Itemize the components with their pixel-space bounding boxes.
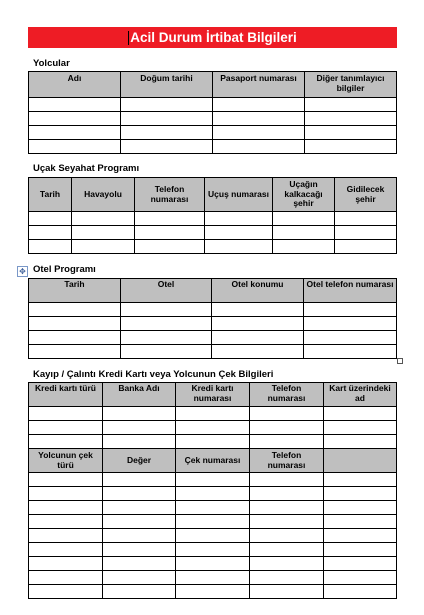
table-cell[interactable]	[121, 140, 213, 154]
table-cell[interactable]	[273, 226, 335, 240]
column-header: Adı	[29, 72, 121, 98]
table-row[interactable]	[29, 421, 397, 435]
table-header-row	[29, 72, 397, 98]
column-header	[324, 449, 397, 473]
table-cell[interactable]	[324, 501, 397, 515]
passengers-heading: Yolcular	[33, 58, 70, 69]
table-row[interactable]	[29, 240, 397, 254]
table-cell[interactable]	[121, 303, 212, 317]
table-cell[interactable]	[212, 317, 304, 331]
table-cell[interactable]	[121, 112, 213, 126]
table-cell[interactable]	[305, 98, 397, 112]
table-cell[interactable]	[103, 487, 176, 501]
table-cell[interactable]	[305, 126, 397, 140]
table-cell[interactable]	[103, 473, 176, 487]
table-cell[interactable]	[103, 529, 176, 543]
table-cell[interactable]	[335, 212, 397, 226]
table-cell[interactable]	[213, 126, 305, 140]
table-row[interactable]	[29, 557, 397, 571]
table-row[interactable]	[29, 317, 397, 331]
table-cell[interactable]	[103, 435, 176, 449]
table-cell[interactable]	[304, 303, 397, 317]
table-row[interactable]	[29, 126, 397, 140]
table-cell[interactable]	[324, 487, 397, 501]
flight-heading: Uçak Seyahat Programı	[33, 163, 140, 174]
table-cell[interactable]	[29, 501, 103, 515]
table-cell[interactable]	[176, 571, 250, 585]
column-header: Otel konumu	[212, 279, 304, 303]
column-header: Çek numarası	[176, 449, 250, 473]
table-cell[interactable]	[176, 557, 250, 571]
table-cell[interactable]	[176, 421, 250, 435]
table-row[interactable]	[29, 212, 397, 226]
table-cell[interactable]	[72, 212, 135, 226]
table-cell[interactable]	[176, 529, 250, 543]
table-cell[interactable]	[121, 331, 212, 345]
table-row[interactable]	[29, 435, 397, 449]
table-cell[interactable]	[213, 98, 305, 112]
table-cell[interactable]	[212, 303, 304, 317]
table-cell[interactable]	[324, 543, 397, 557]
table-cell[interactable]	[304, 331, 397, 345]
table-cell[interactable]	[305, 112, 397, 126]
column-header: Tarih	[29, 178, 72, 212]
table-cell[interactable]	[29, 435, 103, 449]
table-cell[interactable]	[324, 585, 397, 599]
table-cell[interactable]	[103, 501, 176, 515]
table-cell[interactable]	[213, 140, 305, 154]
table-move-handle-icon[interactable]: ✥	[17, 266, 28, 277]
table-header-row	[29, 383, 397, 407]
table-cell[interactable]	[29, 529, 103, 543]
hotel-table	[28, 278, 397, 359]
table-cell[interactable]	[29, 571, 103, 585]
table-cell[interactable]	[304, 345, 397, 359]
table-cell[interactable]	[250, 435, 324, 449]
table-row[interactable]	[29, 331, 397, 345]
table-header-row	[29, 279, 397, 303]
column-header: Kart üzerindeki ad	[324, 383, 397, 407]
table-row[interactable]	[29, 112, 397, 126]
column-header: Pasaport numarası	[213, 72, 305, 98]
table-cell[interactable]	[250, 571, 324, 585]
table-cell[interactable]	[250, 407, 324, 421]
column-header: Telefon numarası	[135, 178, 205, 212]
table-cell[interactable]	[250, 473, 324, 487]
table-cell[interactable]	[103, 557, 176, 571]
table-cell[interactable]	[176, 585, 250, 599]
table-cell[interactable]	[29, 212, 72, 226]
table-cell[interactable]	[250, 557, 324, 571]
table-cell[interactable]	[135, 212, 205, 226]
table-cell[interactable]	[324, 421, 397, 435]
column-header: Tarih	[29, 279, 121, 303]
column-header: Telefon numarası	[250, 383, 324, 407]
table-resize-handle-icon[interactable]	[397, 358, 403, 364]
table-row[interactable]	[29, 571, 397, 585]
flight-table	[28, 177, 397, 254]
table-cell[interactable]	[29, 345, 121, 359]
table-cell[interactable]	[29, 303, 121, 317]
table-cell[interactable]	[29, 226, 72, 240]
table-cell[interactable]	[103, 515, 176, 529]
table-cell[interactable]	[250, 543, 324, 557]
table-cell[interactable]	[29, 473, 103, 487]
table-cell[interactable]	[72, 240, 135, 254]
table-cell[interactable]	[324, 435, 397, 449]
table-cell[interactable]	[176, 407, 250, 421]
table-row[interactable]	[29, 585, 397, 599]
table-cell[interactable]	[205, 226, 273, 240]
table-cell[interactable]	[213, 112, 305, 126]
table-cell[interactable]	[103, 407, 176, 421]
column-header: Değer	[103, 449, 176, 473]
table-cell[interactable]	[273, 212, 335, 226]
table-cell[interactable]	[29, 515, 103, 529]
column-header: Yolcunun çek türü	[29, 449, 103, 473]
table-cell[interactable]	[29, 317, 121, 331]
table-cell[interactable]	[305, 140, 397, 154]
cards-heading: Kayıp / Çalıntı Kredi Kartı veya Yolcunun Çek Bilgileri	[33, 369, 274, 380]
table-cell[interactable]	[335, 226, 397, 240]
table-cell[interactable]	[29, 112, 121, 126]
table-header-row	[29, 178, 397, 212]
table-row[interactable]	[29, 501, 397, 515]
text-cursor	[128, 31, 129, 45]
table-cell[interactable]	[135, 226, 205, 240]
column-header: Doğum tarihi	[121, 72, 213, 98]
table-row[interactable]	[29, 407, 397, 421]
table-cell[interactable]	[29, 407, 103, 421]
table-row[interactable]	[29, 529, 397, 543]
table-cell[interactable]	[29, 543, 103, 557]
table-cell[interactable]	[324, 571, 397, 585]
page-title	[28, 27, 397, 48]
column-header: Gidilecek şehir	[335, 178, 397, 212]
column-header: Uçuş numarası	[205, 178, 273, 212]
table-cell[interactable]	[324, 557, 397, 571]
table-row[interactable]	[29, 473, 397, 487]
column-header: Havayolu	[72, 178, 135, 212]
table-cell[interactable]	[29, 421, 103, 435]
table-cell[interactable]	[29, 98, 121, 112]
table-cell[interactable]	[121, 345, 212, 359]
cards-table	[28, 382, 397, 599]
table-row[interactable]	[29, 543, 397, 557]
table-cell[interactable]	[103, 585, 176, 599]
table-cell[interactable]	[250, 585, 324, 599]
table-cell[interactable]	[29, 126, 121, 140]
hotel-heading: Otel Programı	[33, 264, 96, 275]
table-cell[interactable]	[72, 226, 135, 240]
column-header: Otel telefon numarası	[304, 279, 397, 303]
table-cell[interactable]	[29, 331, 121, 345]
table-row[interactable]	[29, 303, 397, 317]
table-cell[interactable]	[121, 126, 213, 140]
table-cell[interactable]	[304, 317, 397, 331]
table-cell[interactable]	[135, 240, 205, 254]
table-cell[interactable]	[324, 529, 397, 543]
table-row[interactable]	[29, 345, 397, 359]
table-row[interactable]	[29, 515, 397, 529]
table-cell[interactable]	[121, 98, 213, 112]
table-cell[interactable]	[176, 435, 250, 449]
table-cell[interactable]	[250, 421, 324, 435]
table-cell[interactable]	[121, 317, 212, 331]
table-cell[interactable]	[103, 571, 176, 585]
table-cell[interactable]	[250, 501, 324, 515]
table-cell[interactable]	[212, 331, 304, 345]
table-cell[interactable]	[205, 240, 273, 254]
table-cell[interactable]	[250, 515, 324, 529]
table-cell[interactable]	[29, 585, 103, 599]
column-header: Otel	[121, 279, 212, 303]
table-row[interactable]	[29, 140, 397, 154]
table-cell[interactable]	[29, 487, 103, 501]
table-header-row	[29, 449, 397, 473]
table-cell[interactable]	[103, 421, 176, 435]
table-cell[interactable]	[176, 487, 250, 501]
table-cell[interactable]	[29, 240, 72, 254]
table-cell[interactable]	[335, 240, 397, 254]
table-row[interactable]	[29, 487, 397, 501]
table-cell[interactable]	[103, 543, 176, 557]
table-cell[interactable]	[29, 557, 103, 571]
table-cell[interactable]	[324, 515, 397, 529]
page-title-text: Acil Durum İrtibat Bilgileri	[130, 30, 297, 45]
column-header: Kredi kartı numarası	[176, 383, 250, 407]
table-cell[interactable]	[205, 212, 273, 226]
table-cell[interactable]	[250, 529, 324, 543]
table-cell[interactable]	[176, 501, 250, 515]
table-row[interactable]	[29, 226, 397, 240]
column-header: Uçağın kalkacağı şehir	[273, 178, 335, 212]
table-cell[interactable]	[324, 473, 397, 487]
column-header: Banka Adı	[103, 383, 176, 407]
table-cell[interactable]	[176, 515, 250, 529]
table-cell[interactable]	[212, 345, 304, 359]
table-row[interactable]	[29, 98, 397, 112]
column-header: Diğer tanımlayıcı bilgiler	[305, 72, 397, 98]
table-cell[interactable]	[250, 487, 324, 501]
table-cell[interactable]	[176, 543, 250, 557]
column-header: Kredi kartı türü	[29, 383, 103, 407]
table-cell[interactable]	[273, 240, 335, 254]
table-cell[interactable]	[324, 407, 397, 421]
table-cell[interactable]	[29, 140, 121, 154]
table-cell[interactable]	[176, 473, 250, 487]
passengers-table	[28, 71, 397, 154]
column-header: Telefon numarası	[250, 449, 324, 473]
